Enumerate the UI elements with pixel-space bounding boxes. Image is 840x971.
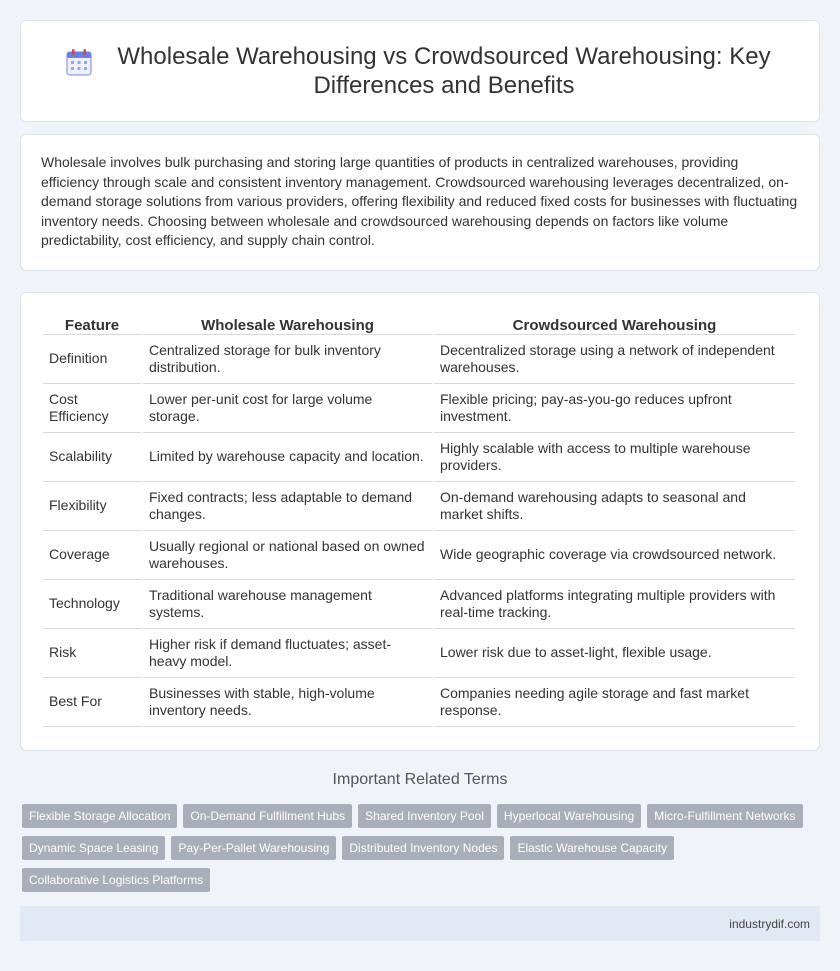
table-row (43, 678, 795, 727)
wholesale-cell: Centralized storage for bulk inventory distribution. (143, 335, 432, 384)
wholesale-cell: Businesses with stable, high-volume inventory needs. (143, 678, 432, 727)
related-term-tag[interactable]: Micro-Fulfillment Networks (647, 804, 802, 828)
related-term-tag[interactable]: Collaborative Logistics Platforms (22, 868, 210, 892)
related-term-tag[interactable]: Pay-Per-Pallet Warehousing (171, 836, 336, 860)
crowdsourced-cell: Companies needing agile storage and fast market response. (434, 678, 795, 727)
related-terms-list (22, 804, 822, 892)
crowdsourced-cell: Advanced platforms integrating multiple providers with real-time tracking. (434, 580, 795, 629)
calendar-icon (66, 48, 92, 76)
intro-card (20, 134, 820, 271)
table-row (43, 433, 795, 482)
table-row (43, 629, 795, 678)
feature-cell: Cost Efficiency (43, 384, 141, 433)
related-terms-title: Important Related Terms (332, 771, 508, 788)
feature-cell: Scalability (43, 433, 141, 482)
related-term-tag[interactable]: Dynamic Space Leasing (22, 836, 165, 860)
crowdsourced-cell: Wide geographic coverage via crowdsourced network. (434, 531, 795, 580)
related-term-tag[interactable]: Hyperlocal Warehousing (497, 804, 641, 828)
crowdsourced-cell: Flexible pricing; pay-as-you-go reduces upfront investment. (434, 384, 795, 433)
header-wholesale: Wholesale Warehousing (143, 313, 432, 335)
comparison-table (41, 313, 797, 727)
related-term-tag[interactable]: Distributed Inventory Nodes (342, 836, 504, 860)
crowdsourced-cell: Lower risk due to asset-light, flexible usage. (434, 629, 795, 678)
feature-cell: Technology (43, 580, 141, 629)
wholesale-cell: Fixed contracts; less adaptable to demand changes. (143, 482, 432, 531)
related-term-tag[interactable]: Shared Inventory Pool (358, 804, 491, 828)
wholesale-cell: Limited by warehouse capacity and location. (143, 433, 432, 482)
crowdsourced-cell: Decentralized storage using a network of independent warehouses. (434, 335, 795, 384)
table-row (43, 482, 795, 531)
wholesale-cell: Higher risk if demand fluctuates; asset-heavy model. (143, 629, 432, 678)
header-feature: Feature (43, 313, 141, 335)
table-header-row (43, 313, 795, 335)
wholesale-cell: Usually regional or national based on owned warehouses. (143, 531, 432, 580)
feature-cell: Coverage (43, 531, 141, 580)
crowdsourced-cell: On-demand warehousing adapts to seasonal and market shifts. (434, 482, 795, 531)
footer (20, 906, 820, 941)
footer-site-link[interactable]: industrydif.com (729, 916, 810, 931)
feature-cell: Flexibility (43, 482, 141, 531)
wholesale-cell: Lower per-unit cost for large volume storage. (143, 384, 432, 433)
comparison-card (20, 292, 820, 751)
table-row (43, 580, 795, 629)
related-term-tag[interactable]: Elastic Warehouse Capacity (510, 836, 674, 860)
feature-cell: Best For (43, 678, 141, 727)
intro-paragraph: Wholesale involves bulk purchasing and storing large quantities of products in centralized warehouses, providing efficiency through scale and consistent inventory management. Crowdsourced warehousing leverages decentralized, on-demand storage solutions from various providers, offering flexibility and reduced fixed costs for businesses with fluctuating inventory needs. Choosing between wholesale and crowdsourced warehousing depends on factors like volume predictability, cost efficiency, and supply chain control. (41, 154, 798, 249)
related-term-tag[interactable]: Flexible Storage Allocation (22, 804, 177, 828)
page-title: Wholesale Warehousing vs Crowdsourced Warehousing: Key Differences and Benefits (117, 43, 771, 99)
crowdsourced-cell: Highly scalable with access to multiple warehouse providers. (434, 433, 795, 482)
feature-cell: Risk (43, 629, 141, 678)
related-term-tag[interactable]: On-Demand Fulfillment Hubs (183, 804, 352, 828)
table-row (43, 384, 795, 433)
table-row (43, 531, 795, 580)
header-card (20, 20, 820, 122)
table-row (43, 335, 795, 384)
wholesale-cell: Traditional warehouse management systems. (143, 580, 432, 629)
feature-cell: Definition (43, 335, 141, 384)
header-crowdsourced: Crowdsourced Warehousing (434, 313, 795, 335)
